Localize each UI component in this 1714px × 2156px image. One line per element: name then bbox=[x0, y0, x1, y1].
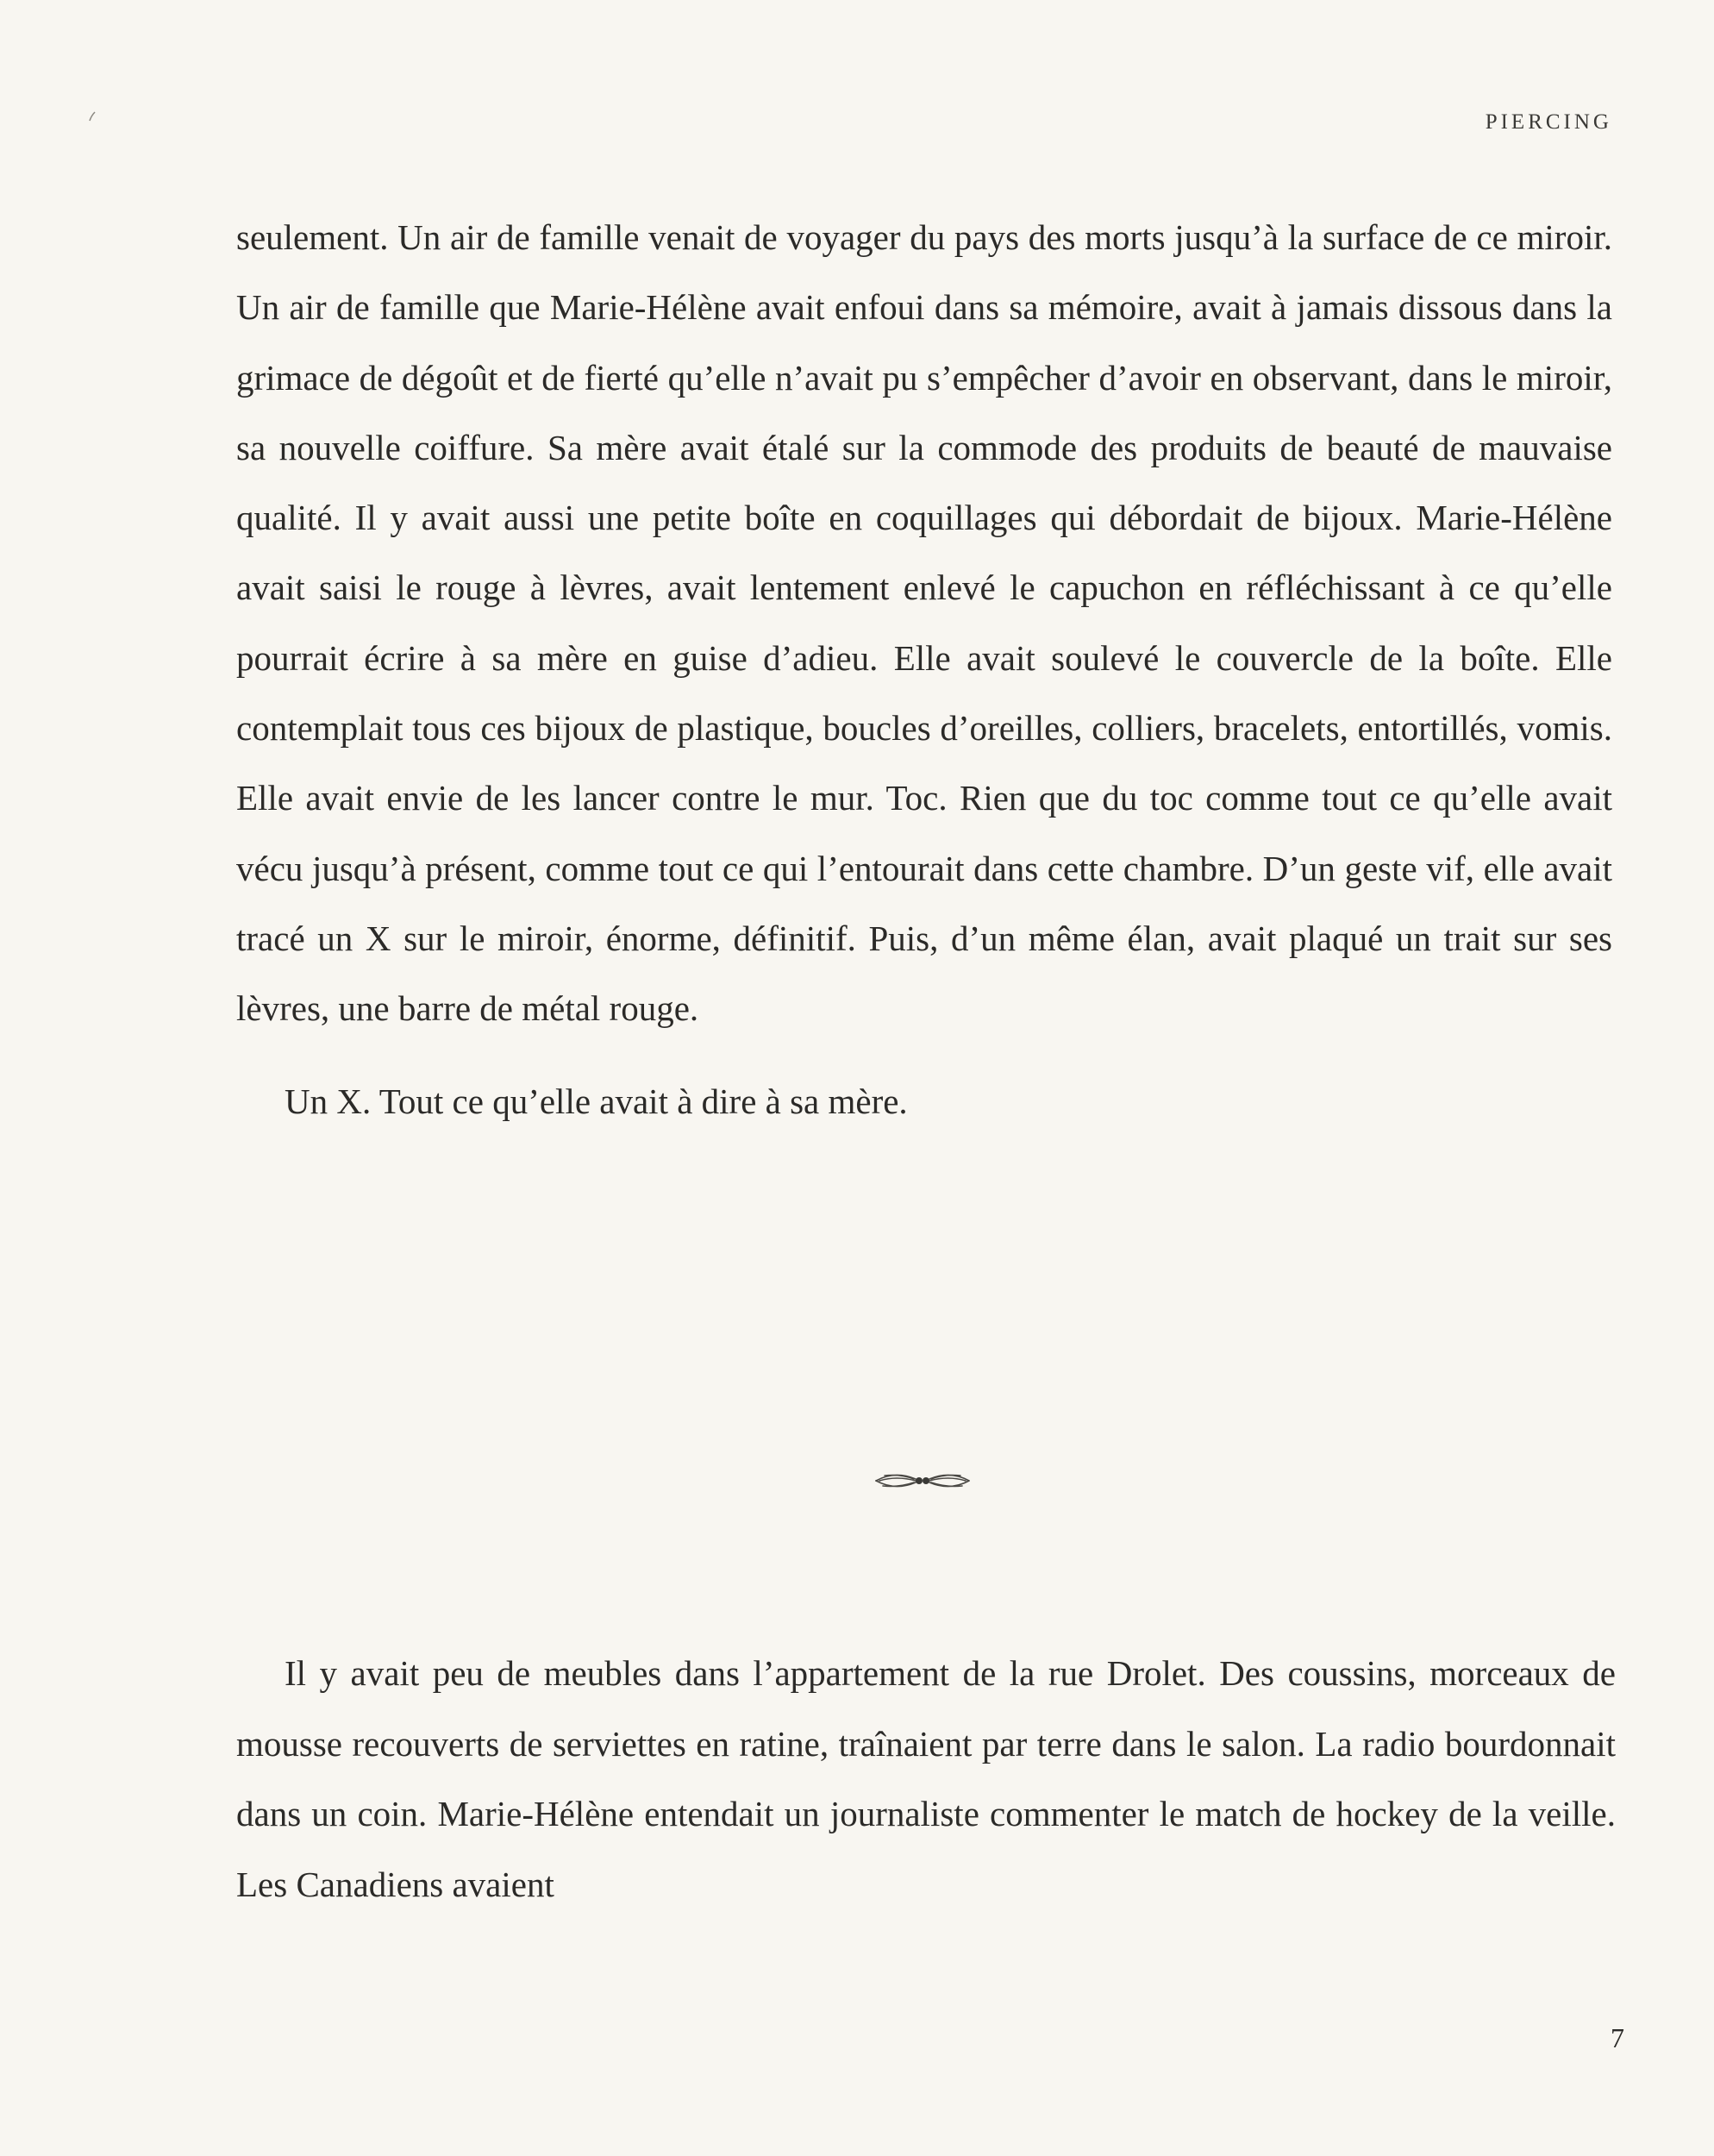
body-text-bottom bbox=[236, 1639, 1616, 1920]
fleuron-ornament-icon bbox=[871, 1463, 974, 1498]
running-head: PIERCING bbox=[1485, 110, 1612, 134]
stray-mark-icon bbox=[86, 110, 98, 122]
page-number: 7 bbox=[1611, 2022, 1624, 2053]
paragraph: Un X. Tout ce qu’elle avait à dire à sa mère. bbox=[285, 1081, 908, 1121]
paragraph: seulement. Un air de famille venait de voyager du pays des morts jusqu’à la surface de ce miroir. Un air de famille que Marie-Hélène avait enfoui dans sa mémoire, avait à jamais dissous dans la grimace de dégoût et de fierté qu’elle n’avait pu s’empêcher d’avoir en observant, dans le miroir, sa nouvelle coiffure. Sa mère avait étalé sur la commode des produits de beauté de mauvaise qualité. Il y avait aussi une petite boîte en coquillages qui débordait de bijoux. Marie-Hélène avait saisi le rouge à lèvres, avait lentement enlevé le capuchon en réfléchissant à ce qu’elle pourrait écrire à sa mère en guise d’adieu. Elle avait soulevé le couvercle de la boîte. Elle contemplait tous ces bijoux de plastique, boucles d’oreilles, colliers, bracelets, entortillés, vomis. Elle avait envie de les lancer contre le mur. Toc. Rien que du toc comme tout ce qu’elle avait vécu jusqu’à présent, comme tout ce qui l’entourait dans cette chambre. D’un geste vif, elle avait tracé un X sur le miroir, énorme, définitif. Puis, d’un même élan, avait plaqué un trait sur ses lèvres, une barre de métal rouge. bbox=[236, 217, 1612, 1029]
paragraph: Il y avait peu de meubles dans l’appartement de la rue Drolet. Des coussins, morceaux de mousse recouverts de serviettes en ratine, traînaient par terre dans le salon. La radio bourdonnait dans un coin. Marie-Hélène entendait un journaliste commenter le match de hockey de la veille. Les Canadiens avaient bbox=[236, 1653, 1616, 1904]
body-text-top bbox=[236, 203, 1612, 1137]
